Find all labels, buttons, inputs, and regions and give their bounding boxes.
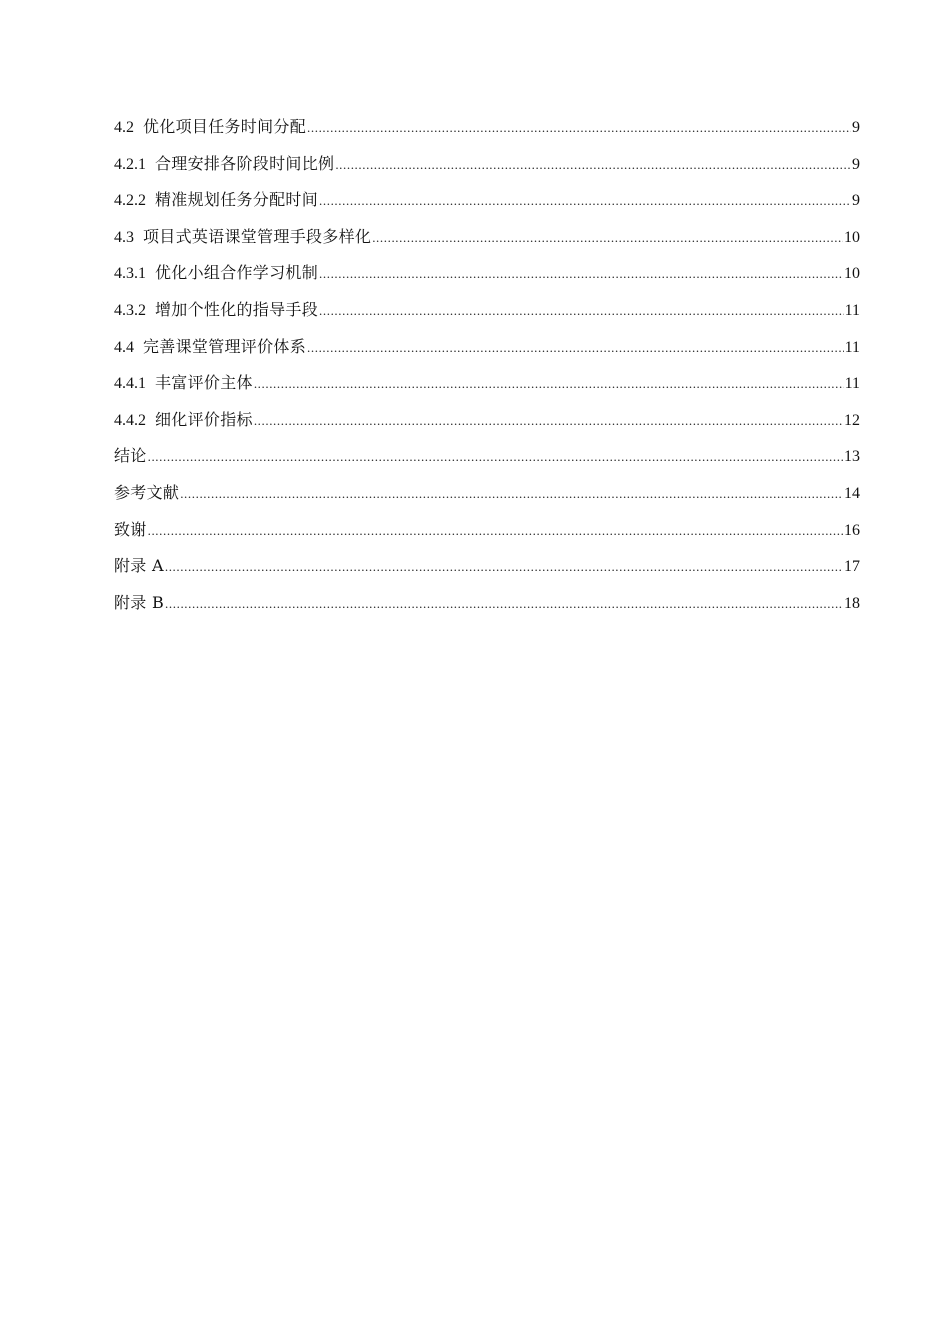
toc-dot-leader [165, 549, 843, 586]
toc-entry-number: 4.3 [114, 228, 134, 246]
toc-entry-title: 致谢 [114, 519, 147, 539]
toc-entry-4-4-2[interactable] [114, 402, 860, 439]
toc-entry-page: 18 [844, 594, 860, 612]
toc-dot-leader [165, 586, 843, 623]
toc-entry-appendix-b[interactable] [114, 585, 860, 622]
toc-entry-title: 附录 A [114, 556, 164, 576]
toc-entry-appendix-a[interactable] [114, 548, 860, 585]
toc-entry-title: 附录 B [114, 592, 165, 612]
table-of-contents [114, 109, 860, 621]
toc-entry-page: 12 [844, 411, 860, 429]
toc-entry-page: 10 [844, 228, 860, 246]
toc-entry-number: 4.4 [114, 338, 134, 356]
toc-entry-page: 17 [844, 558, 860, 576]
toc-dot-leader [148, 513, 843, 550]
toc-entry-4-3[interactable] [114, 219, 860, 256]
toc-entry-page: 10 [844, 265, 860, 283]
toc-dot-leader [307, 330, 844, 367]
toc-entry-page: 11 [844, 375, 860, 393]
toc-entry-page: 11 [844, 338, 860, 356]
toc-entry-conclusion[interactable] [114, 438, 860, 475]
toc-entry-number: 4.4.2 [114, 411, 146, 429]
toc-entry-page: 9 [852, 192, 860, 210]
toc-entry-4-4[interactable] [114, 329, 860, 366]
toc-entry-title: 细化评价指标 [155, 409, 253, 429]
toc-entry-title: 精准规划任务分配时间 [155, 190, 319, 210]
toc-entry-number: 4.2.2 [114, 192, 146, 210]
toc-entry-page: 13 [844, 448, 860, 466]
toc-dot-leader [319, 183, 851, 220]
toc-entry-4-4-1[interactable] [114, 365, 860, 402]
toc-entry-4-2-2[interactable] [114, 182, 860, 219]
toc-entry-page: 14 [844, 484, 860, 502]
toc-dot-leader [254, 366, 844, 403]
toc-entry-4-2-1[interactable] [114, 146, 860, 183]
toc-entry-title: 结论 [114, 446, 147, 466]
toc-entry-acknowledgements[interactable] [114, 512, 860, 549]
toc-entry-number: 4.3.2 [114, 301, 146, 319]
toc-entry-4-3-1[interactable] [114, 255, 860, 292]
toc-dot-leader [180, 476, 843, 513]
toc-entry-title: 优化小组合作学习机制 [155, 263, 319, 283]
toc-entry-page: 9 [852, 155, 860, 173]
toc-entry-number: 4.4.1 [114, 375, 146, 393]
toc-entry-number: 4.3.1 [114, 265, 146, 283]
toc-entry-page: 9 [852, 119, 860, 136]
toc-dot-leader [319, 256, 843, 293]
toc-dot-leader [254, 403, 843, 440]
toc-entry-4-3-2[interactable] [114, 292, 860, 329]
toc-entry-title: 完善课堂管理评价体系 [143, 336, 307, 356]
toc-entry-page: 16 [844, 521, 860, 539]
toc-entry-title: 丰富评价主体 [155, 373, 253, 393]
toc-entry-number: 4.2 [114, 119, 134, 136]
toc-entry-title: 合理安排各阶段时间比例 [155, 153, 335, 173]
toc-entry-title: 参考文献 [114, 482, 180, 502]
toc-dot-leader [307, 110, 851, 147]
toc-entry-references[interactable] [114, 475, 860, 512]
toc-entry-title: 项目式英语课堂管理手段多样化 [143, 226, 372, 246]
toc-entry-title: 增加个性化的指导手段 [155, 299, 319, 319]
toc-entry-title: 优化项目任务时间分配 [143, 117, 307, 136]
toc-dot-leader [372, 220, 843, 257]
toc-entry-number: 4.2.1 [114, 155, 146, 173]
toc-entry-4-2[interactable] [114, 109, 860, 146]
toc-dot-leader [319, 293, 844, 330]
toc-dot-leader [148, 439, 843, 476]
toc-entry-page: 11 [844, 301, 860, 319]
toc-dot-leader [335, 147, 851, 184]
